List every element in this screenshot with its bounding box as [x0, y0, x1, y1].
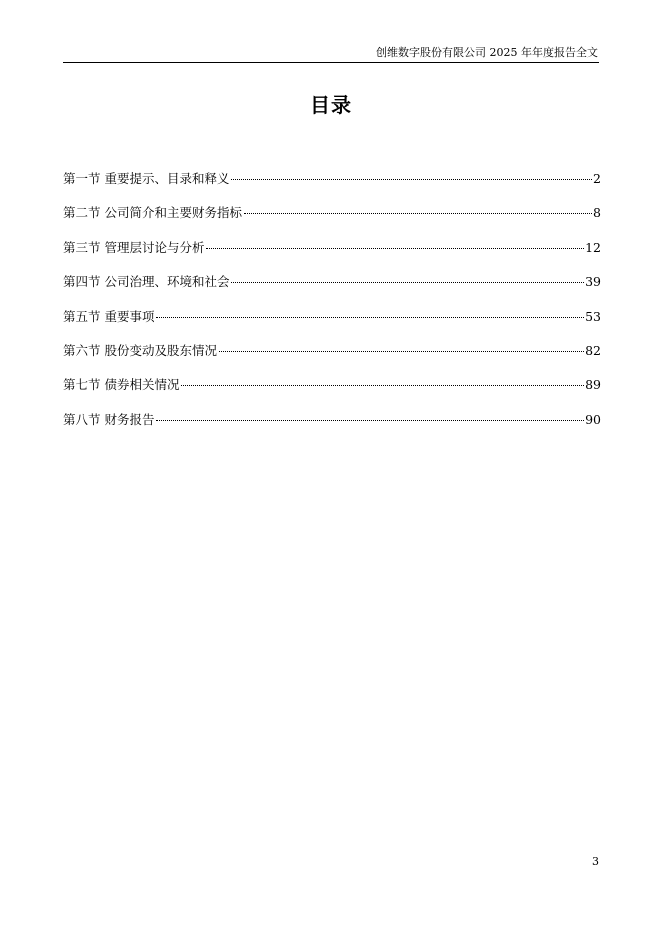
toc-title: 目录 — [310, 93, 352, 117]
page-number: 3 — [592, 855, 599, 868]
dot-leader — [181, 385, 584, 386]
toc-entry-section-1[interactable] — [63, 169, 601, 203]
dot-leader — [219, 351, 584, 352]
dot-leader — [231, 179, 592, 180]
dot-leader — [231, 282, 584, 283]
toc-entry-page: 2 — [593, 171, 601, 186]
toc-entry-label: 第一节 重要提示、目录和释义 — [63, 171, 230, 186]
table-of-contents — [63, 169, 601, 444]
toc-entry-page: 90 — [585, 411, 601, 427]
toc-entry-label: 第五节 重要事项 — [63, 308, 155, 324]
toc-entry-label: 第四节 公司治理、环境和社会 — [63, 274, 230, 290]
toc-entry-page: 39 — [585, 274, 601, 290]
toc-entry-section-6[interactable] — [63, 341, 601, 375]
toc-entry-section-5[interactable] — [63, 307, 601, 341]
toc-entry-section-4[interactable] — [63, 272, 601, 306]
toc-entry-label: 第六节 股份变动及股东情况 — [63, 342, 217, 358]
header-divider — [63, 62, 599, 63]
toc-entry-label: 第八节 财务报告 — [63, 411, 155, 427]
toc-entry-label: 第七节 债券相关情况 — [63, 377, 180, 393]
toc-entry-section-8[interactable] — [63, 410, 601, 444]
toc-entry-section-3[interactable] — [63, 238, 601, 272]
toc-entry-section-2[interactable] — [63, 203, 601, 237]
toc-entry-page: 89 — [585, 377, 601, 393]
dot-leader — [156, 317, 584, 318]
toc-entry-page: 12 — [585, 239, 601, 255]
dot-leader — [156, 420, 584, 421]
toc-entry-section-7[interactable] — [63, 375, 601, 409]
dot-leader — [244, 213, 592, 214]
running-header: 创维数字股份有限公司 2025 年年度报告全文 — [376, 46, 598, 59]
toc-entry-page: 8 — [593, 205, 601, 221]
toc-entry-page: 53 — [585, 308, 601, 324]
toc-entry-label: 第二节 公司简介和主要财务指标 — [63, 205, 242, 221]
toc-entry-page: 82 — [585, 342, 601, 358]
toc-entry-label: 第三节 管理层讨论与分析 — [63, 239, 205, 255]
dot-leader — [206, 248, 584, 249]
